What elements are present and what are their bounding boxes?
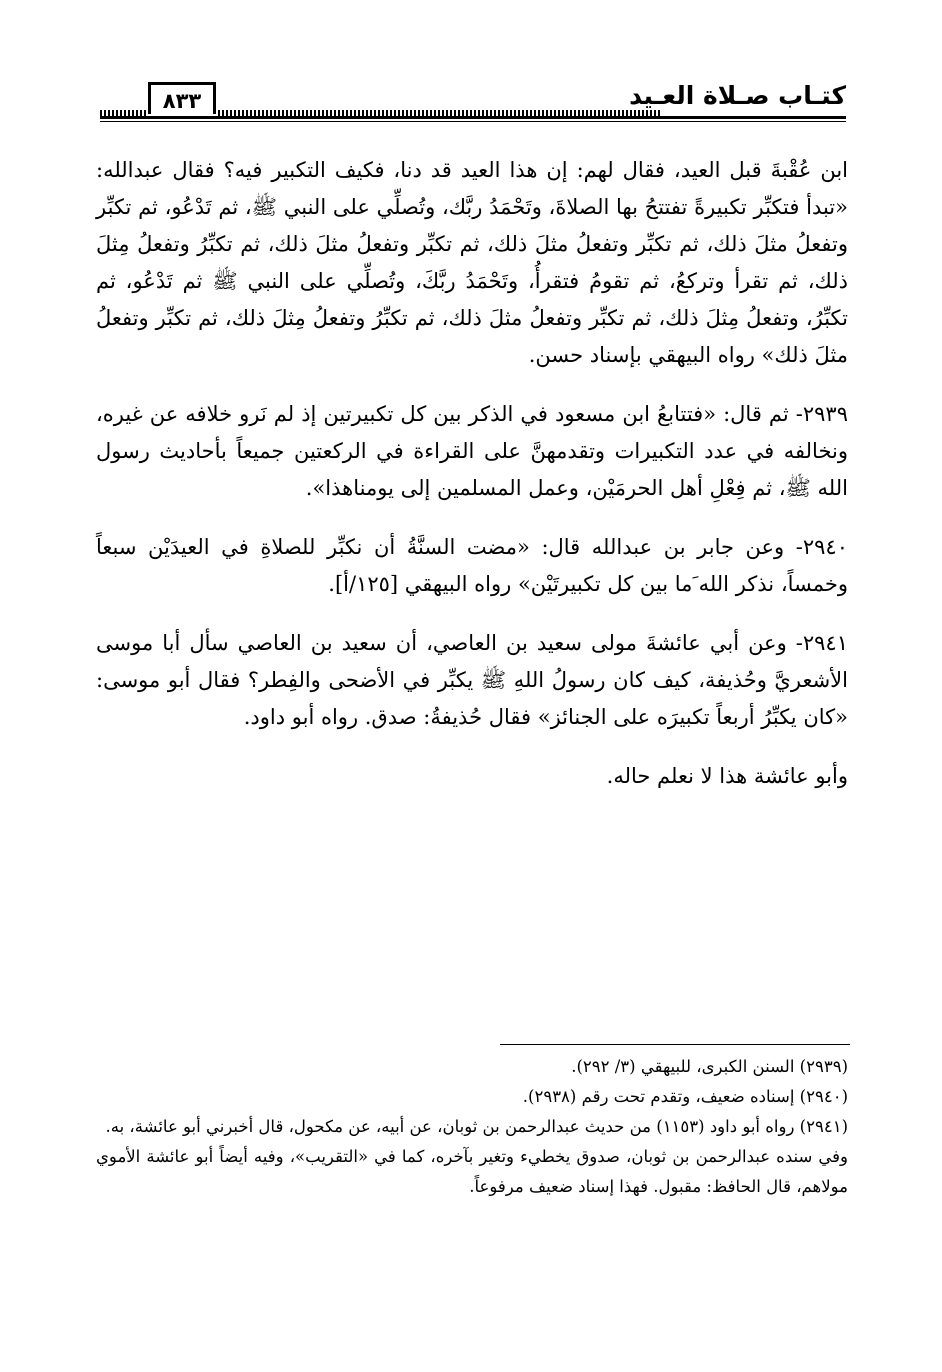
paragraph-2941: ٢٩٤١- وعن أبي عائشةَ مولى سعيد بن العاصي، أن سعيد بن العاصي سأل أبا موسى الأشعريَّ وحُذيفة، كيف كان رسولُ اللهِ ﷺ يكبِّر في الأضحى والفِطر؟ فقال أبو موسى: «كان يكبِّرُ أربعاً تكبيرَه على الجنائز» فقال حُذيفةُ: صدق. رواه أبو داود. xyxy=(96,631,848,729)
paragraph-note: وأبو عائشة هذا لا نعلم حاله. xyxy=(606,764,848,788)
page-header xyxy=(100,74,846,124)
header-thick-rule xyxy=(100,116,846,119)
footnotes xyxy=(96,1052,848,1202)
footnote-2941: (٢٩٤١) رواه أبو داود (١١٥٣) من حديث عبدالرحمن بن ثوبان، عن أبيه، عن مكحول، قال أخبرني أبو عائشة، به. xyxy=(105,1117,848,1136)
chapter-title: كتـاب صـلاة العـيد xyxy=(629,81,846,110)
footnote-2940: (٢٩٤٠) إسناده ضعيف، وتقدم تحت رقم (٢٩٣٨). xyxy=(522,1087,848,1106)
page-number: ٨٣٣ xyxy=(148,82,216,114)
main-text xyxy=(96,152,848,817)
footnote-2939: (٢٩٣٩) السنن الكبرى، للبيهقي (٣/ ٢٩٢). xyxy=(571,1057,848,1076)
header-thin-rule xyxy=(100,121,846,122)
footnote-separator xyxy=(500,1044,850,1045)
paragraph-continuation: ابن عُقْبةَ قبل العيد، فقال لهم: إن هذا العيد قد دنا، فكيف التكبير فيه؟ فقال عبدالله: «تبدأ فتكبِّر تكبيرةً تفتتحُ بها الصلاةَ، وتَحْمَدُ ربَّك، وتُصلِّي على النبي ﷺ، ثم تَدْعُو، ثم تكبِّر وتفعلُ مثلَ ذلك، ثم تكبِّر وتفعلُ مثلَ ذلك، ثم تكبِّر وتفعلُ مثلَ ذلك، ثم تكبِّرُ وتفعلُ مِثلَ ذلك، ثم تقرأ وتركعُ، ثم تقومُ فتقرأُ، وتَحْمَدُ ربَّكَ، وتُصلِّي على النبي ﷺ ثم تَدْعُو، ثم تكبِّرُ، وتفعلُ مِثلَ ذلك، ثم تكبِّر وتفعلُ مثلَ ذلك، ثم تكبِّرُ وتفعلُ مِثلَ ذلك، ثم تكبِّر وتفعلُ مثلَ ذلك» رواه البيهقي بإسناد حسن. xyxy=(96,158,848,367)
paragraph-2940: ٢٩٤٠- وعن جابر بن عبدالله قال: «مضت السنَّةُ أن نكبِّر للصلاةِ في العيدَيْن سبعاً وخمساً، نذكر الله َما بين كل تكبيرتَيْن» رواه البيهقي [١٢٥/أ]. xyxy=(96,535,848,596)
paragraph-2939: ٢٩٣٩- ثم قال: «فتتابعُ ابن مسعود في الذكر بين كل تكبيرتين إذ لم نَرو خلافه عن غيره، ونخالفه في عدد التكبيرات وتقدمهنَّ على القراءة في الركعتين جميعاً بأحاديث رسول الله ﷺ، ثم فِعْلِ أهل الحرمَيْن، وعمل المسلمين إلى يومناهذا». xyxy=(96,402,848,500)
footnote-2941-continued: وفي سنده عبدالرحمن بن ثوبان، صدوق يخطيء وتغير بآخره، كما في «التقريب»، وفيه أيضاً أبو عائشة الأموي مولاهم، قال الحافظ: مقبول. فهذا إسناد ضعيف مرفوعاً. xyxy=(96,1147,848,1196)
